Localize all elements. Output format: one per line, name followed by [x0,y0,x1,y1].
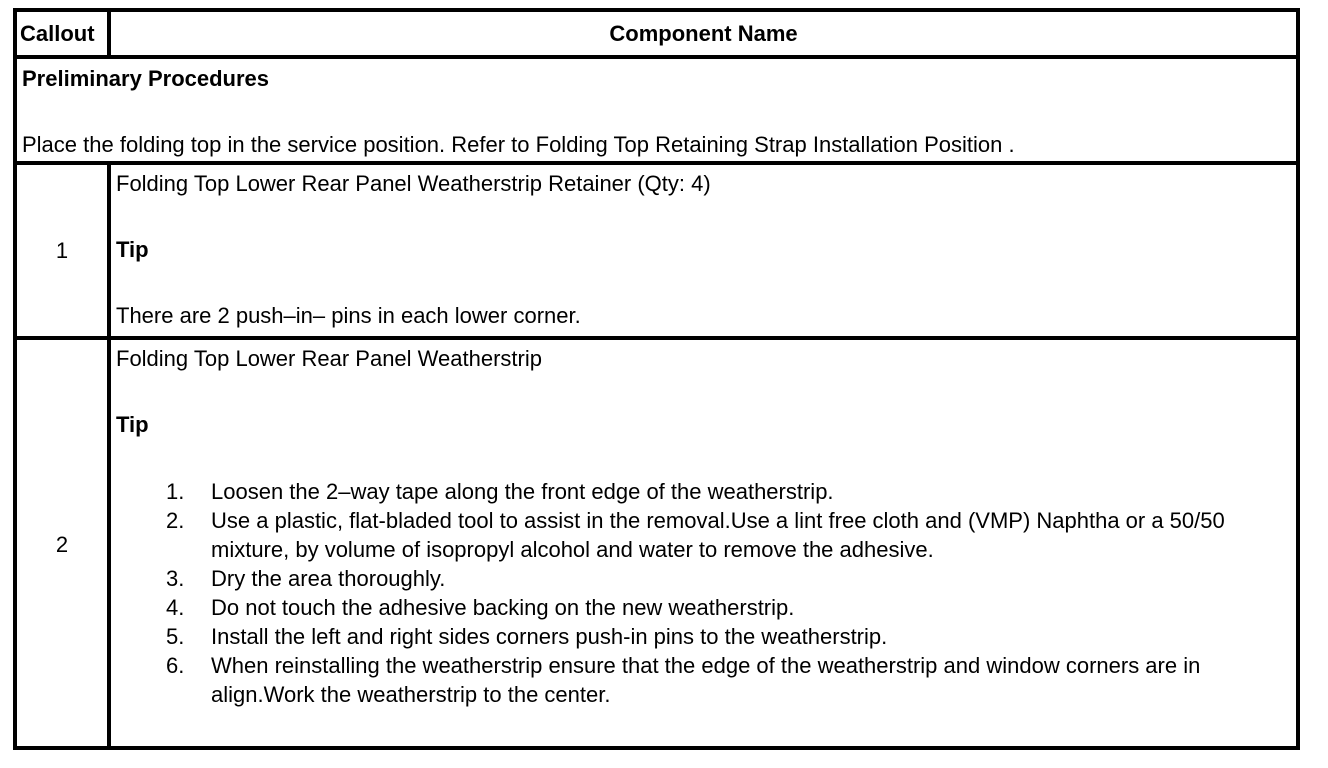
component-table [13,8,1300,750]
step-text: When reinstalling the weatherstrip ensure that the edge of the weatherstrip and window corners are in align.Work the weatherstrip to the center. [211,653,1201,707]
list-item [116,477,1286,506]
list-item [116,651,1286,709]
tip-label: Tip [116,237,149,262]
callout-number: 2 [55,532,69,557]
list-item [116,593,1286,622]
preliminary-procedures-title: Preliminary Procedures [22,66,270,91]
preliminary-procedures-cell [22,65,1291,159]
callout-cell [17,340,111,750]
step-number: 1. [166,479,185,504]
procedure-steps-list [116,477,1286,709]
step-text: Install the left and right sides corners push-in pins to the weatherstrip. [211,624,888,649]
step-number: 6. [166,653,185,678]
step-number: 3. [166,566,185,591]
component-name-column-header: Component Name [609,20,798,46]
list-item [116,564,1286,593]
table-header-row [17,12,1296,55]
step-number: 2. [166,508,185,533]
component-name: Folding Top Lower Rear Panel Weatherstrip Retainer (Qty: 4) [116,171,711,196]
tip-text: There are 2 push–in– pins in each lower corner. [116,303,581,328]
preliminary-procedures-text: Place the folding top in the service position. Refer to Folding Top Retaining Strap Installation Position . [22,132,1015,157]
list-item [116,622,1286,651]
component-name: Folding Top Lower Rear Panel Weatherstrip [116,346,542,371]
step-number: 4. [166,595,185,620]
preliminary-procedures-row [17,55,1296,161]
table-row [17,336,1296,750]
callout-column-header: Callout [17,12,111,55]
step-text: Loosen the 2–way tape along the front edge of the weatherstrip. [211,479,834,504]
list-item [116,506,1286,564]
step-text: Dry the area thoroughly. [211,566,446,591]
tip-label: Tip [116,412,149,437]
step-text: Do not touch the adhesive backing on the new weatherstrip. [211,595,795,620]
callout-cell [17,165,111,336]
component-name-cell [111,340,1296,750]
component-name-cell [111,165,1296,336]
table-row [17,161,1296,336]
step-number: 5. [166,624,185,649]
callout-number: 1 [55,237,69,263]
step-text: Use a plastic, flat-bladed tool to assist in the removal.Use a lint free cloth and (VMP) Naphtha or a 50/50 mixture, by volume of isopropyl alcohol and water to remove the adhesive. [211,508,1225,562]
